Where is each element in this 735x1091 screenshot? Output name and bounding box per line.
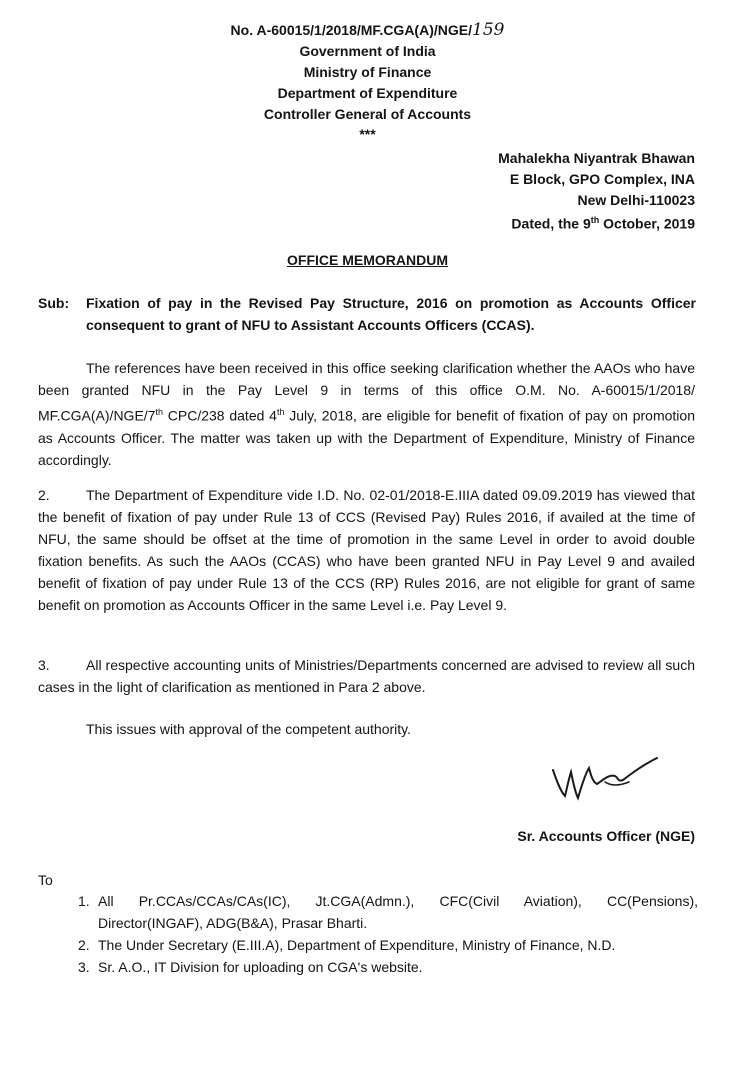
subject-text: Fixation of pay in the Revised Pay Structure, 2016 on promotion as Accounts Officer consequent to grant of NFU to Assistant Accounts Officers (CCAS). (86, 295, 696, 333)
separator-stars: *** (359, 126, 376, 142)
memo-title-text: OFFICE MEMORANDUM (287, 252, 448, 268)
para3-text: All respective accounting units of Ministries/Departments concerned are advised to review all such cases in the light of clarification as mentioned in Para 2 above. (38, 657, 695, 695)
recipient-text: Sr. A.O., IT Division for uploading on CGA's website. (98, 959, 423, 975)
address-line-3: New Delhi-110023 (577, 192, 695, 208)
para1-part3: July, 2018, are eligible for benefit of fixation of pay on promotion as Accounts Officer. The matter was taken up with the Department of Expenditure, Ministry of Finance accordingly. (38, 407, 695, 468)
ministry-name: Ministry of Finance (303, 64, 432, 80)
subject-label: Sub: (38, 295, 70, 311)
signatory: Sr. Accounts Officer (NGE) (517, 828, 695, 844)
paragraph-2 (38, 484, 695, 616)
para2-number: 2. (38, 487, 50, 503)
memo-title (0, 252, 735, 270)
para1-sup2: th (276, 407, 285, 417)
to-label: To (38, 872, 53, 888)
list-item (78, 934, 698, 956)
paragraph-3 (38, 654, 695, 698)
list-item (78, 956, 698, 978)
file-number (0, 20, 735, 40)
govt-of-india: Government of India (299, 43, 436, 59)
recipient-number: 3. (78, 959, 90, 975)
recipient-number: 1. (78, 893, 90, 909)
date-prefix: Dated, the 9 (511, 215, 591, 232)
approval-line: This issues with approval of the competent authority. (86, 721, 412, 737)
address-line-2: E Block, GPO Complex, INA (509, 171, 695, 187)
date-suffix: October, 2019 (599, 215, 695, 232)
para1-part1: The references have been received in this office seeking clarification whether the AAOs who have been granted NFU in the Pay Level 9 in terms of this office O.M. No. A-60015/1/2018/ MF.CGA(A)/NGE/7 (38, 360, 695, 424)
signature-image (545, 752, 675, 814)
office-name: Controller General of Accounts (263, 106, 472, 122)
address-line-1: Mahalekha Niyantrak Bhawan (498, 150, 695, 166)
file-number-text: No. A-60015/1/2018/MF.CGA(A)/NGE/ (230, 22, 472, 38)
date-line (511, 210, 695, 234)
recipient-number: 2. (78, 937, 90, 953)
para3-number: 3. (38, 657, 50, 673)
para1-sup1: th (155, 407, 163, 417)
para2-text: The Department of Expenditure vide I.D. No. 02-01/2018-E.IIIA dated 09.09.2019 has viewed that the benefit of fixation of pay under Rule 13 of CCS (Revised Pay) Rules 2016, if availed at the time of NFU, the same should be offset at the time of promotion in the same Level in order to avoid double fixation benefits. As such the AAOs (CCAS) who have been granted NFU in Pay Level 9 and availed benefit of fixation of pay under Rule 13 of the CCS (RP) Rules 2016, are not eligible for grant of same benefit on promotion as Accounts Officer in the same Level i.e. Pay Level 9. (38, 487, 695, 613)
date-sup: th (590, 215, 600, 225)
recipient-list (78, 890, 698, 978)
recipient-text: All Pr.CCAs/CCAs/CAs(IC), Jt.CGA(Admn.), CFC(Civil Aviation), CC(Pensions), Director(INGAF), ADG(B&A), Prasar Bharti. (98, 893, 698, 931)
para1-part2: CPC/238 dated 4 (162, 407, 277, 424)
list-item (78, 890, 698, 934)
file-number-handwritten: 159 (472, 20, 505, 40)
recipient-text: The Under Secretary (E.III.A), Department of Expenditure, Ministry of Finance, N.D. (98, 937, 616, 953)
department-name: Department of Expenditure (277, 85, 458, 101)
paragraph-1 (38, 357, 695, 471)
